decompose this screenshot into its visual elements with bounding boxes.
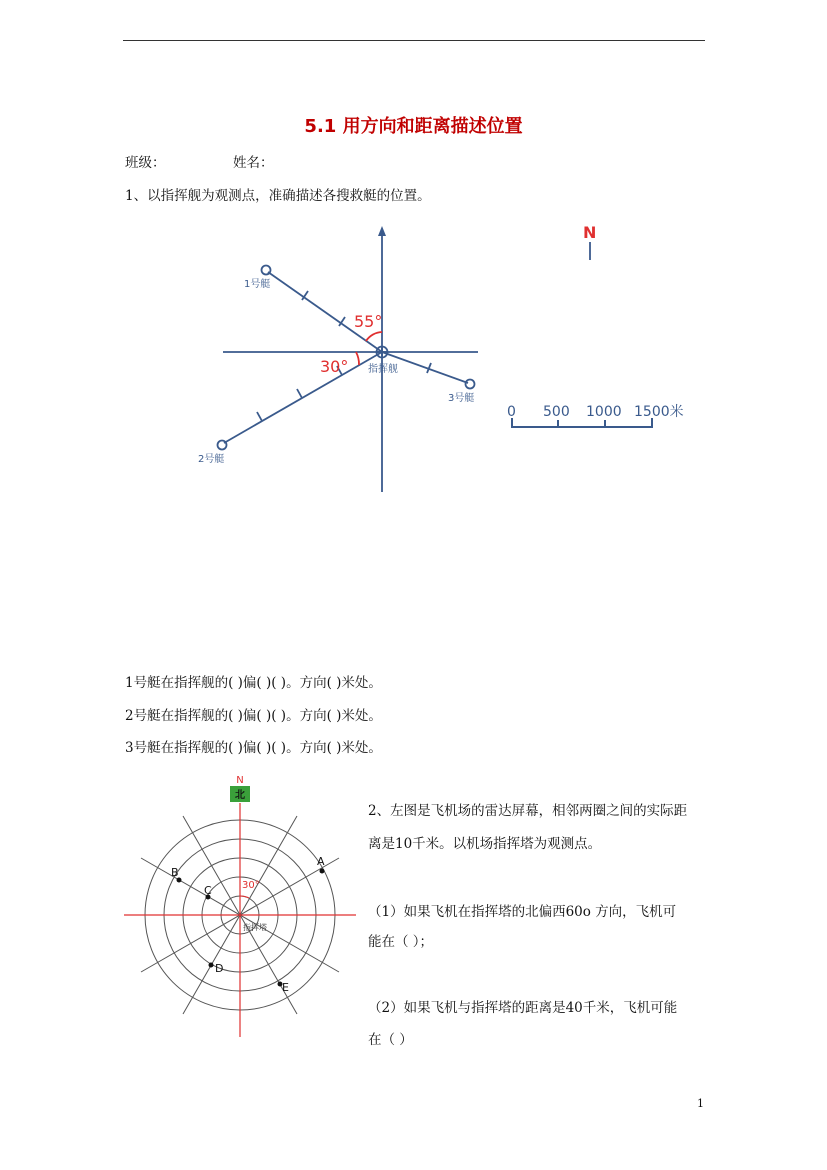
q1-answer-line-1: 1号艇在指挥舰的( )偏( )( )。方向( )米处。: [125, 675, 382, 691]
angle-arc-55: [366, 332, 382, 341]
header-rule: [123, 40, 705, 41]
boat3-label: 3号艇: [448, 393, 475, 404]
radar-angle-label: 30°: [242, 880, 260, 891]
radar-center-label: 指挥塔: [243, 923, 267, 932]
q2-sub2-line-2: 在（ ）: [368, 1032, 413, 1048]
q2-prompt-line-1: 2、左图是飞机场的雷达屏幕，相邻两圈之间的实际距: [368, 803, 688, 819]
class-label: 班级：: [125, 155, 166, 171]
question-1-prompt: 1、以指挥舰为观测点，准确描述各搜救艇的位置。: [125, 188, 431, 204]
point-a-marker: [320, 869, 325, 874]
north-indicator-label: N: [583, 223, 597, 242]
radar-north-label: N: [236, 775, 244, 786]
point-d-label: D: [215, 962, 224, 975]
angle-arc-30: [356, 352, 359, 365]
radar-screen-diagram: [120, 770, 360, 1045]
radar-north-cn: 北: [235, 790, 245, 801]
q1-answer-line-2: 2号艇在指挥舰的( )偏( )( )。方向( )米处。: [125, 708, 382, 724]
scale-label-500: 500: [543, 404, 570, 420]
boat1-label: 1号艇: [244, 279, 271, 290]
boat2-label: 2号艇: [198, 454, 225, 465]
scale-label-0: 0: [507, 404, 516, 420]
q2-sub1-line-1: （1）如果飞机在指挥塔的北偏西60o 方向，飞机可: [368, 904, 677, 920]
point-b-label: B: [171, 866, 179, 879]
q1-answer-line-3: 3号艇在指挥舰的( )偏( )( )。方向( )米处。: [125, 740, 382, 756]
point-a-label: A: [317, 855, 325, 868]
scale-label-1000: 1000: [586, 404, 622, 420]
angle-label-30: 30°: [320, 357, 349, 376]
page-title: 5.1 用方向和距离描述位置: [304, 116, 523, 137]
boat3-marker: [466, 380, 475, 389]
command-ship-label: 指挥舰: [368, 364, 398, 375]
boat2-tick: [297, 389, 302, 398]
point-d-marker: [209, 963, 214, 968]
point-c-label: C: [204, 884, 212, 897]
boat1-marker: [262, 266, 271, 275]
page-number: 1: [697, 1097, 704, 1110]
point-e-label: E: [282, 981, 289, 994]
q2-sub2-line-1: （2）如果飞机与指挥塔的距离是40千米，飞机可能: [368, 1000, 678, 1016]
angle-label-55: 55°: [354, 312, 383, 331]
name-label: 姓名：: [233, 155, 274, 171]
q2-prompt-line-2: 离是10千米。以机场指挥塔为观测点。: [368, 836, 602, 852]
q2-sub1-line-2: 能在（ ）；: [368, 934, 434, 950]
boat-position-diagram: [190, 215, 710, 505]
boat2-tick: [257, 412, 262, 421]
north-arrowhead: [378, 226, 386, 236]
boat2-marker: [218, 441, 227, 450]
boat2-ray: [224, 352, 382, 443]
scale-bar: [512, 418, 652, 428]
scale-label-1500: 1500米: [634, 404, 684, 420]
